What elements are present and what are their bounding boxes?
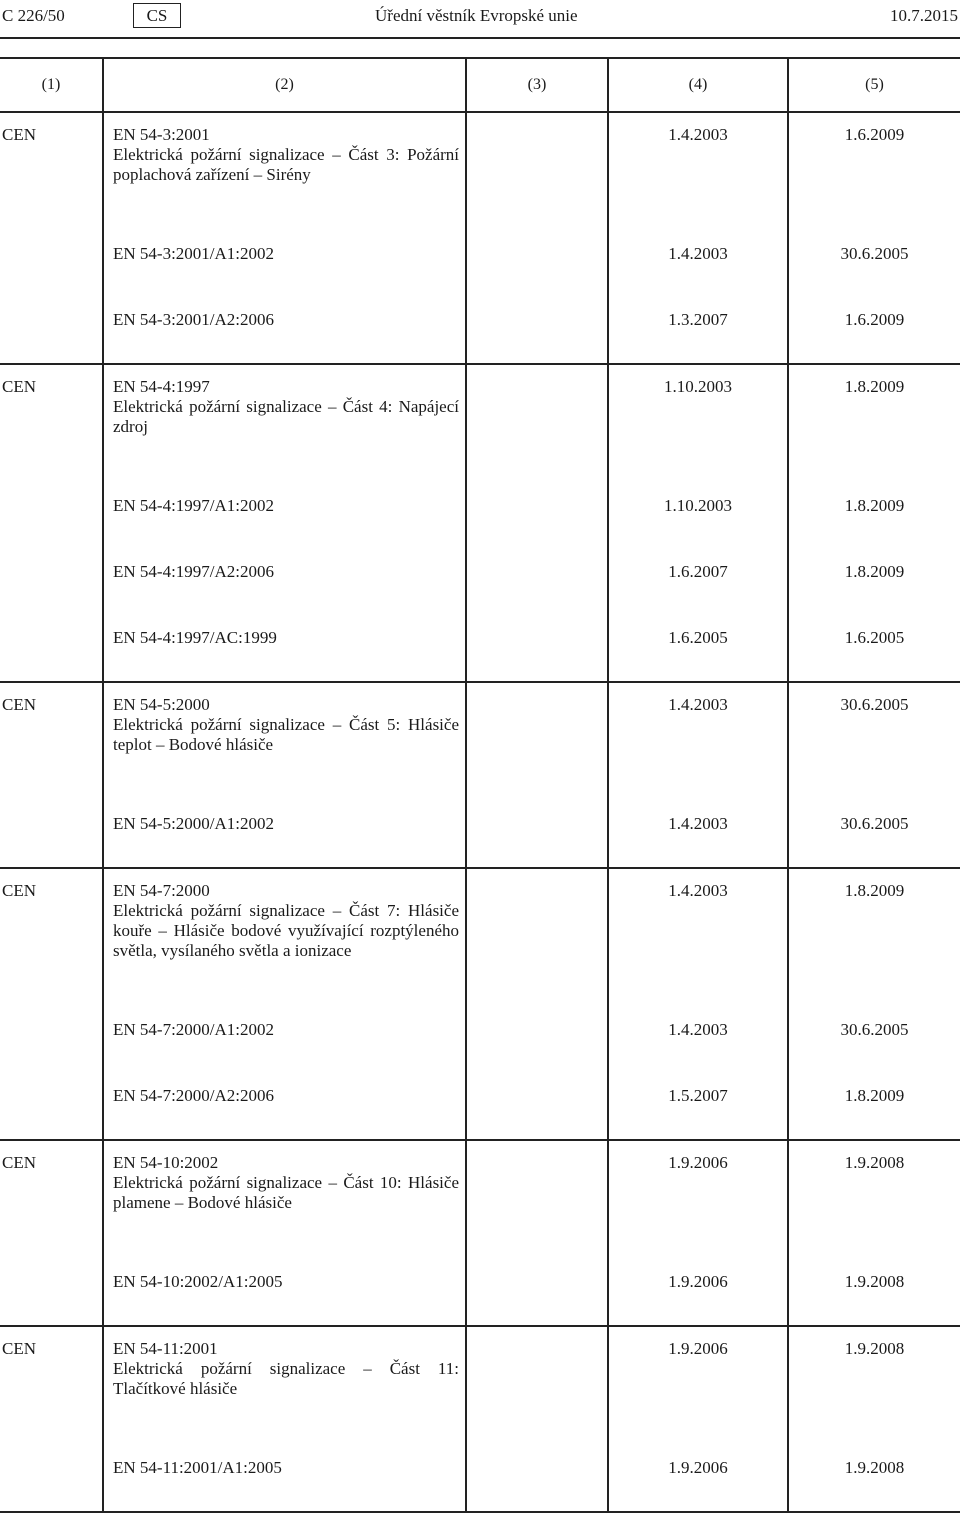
date-cell: 1.9.2008 <box>788 1446 960 1512</box>
standard-cell <box>103 364 466 484</box>
organisation-cell: CEN <box>0 868 103 1008</box>
table-row <box>0 550 960 616</box>
empty-cell <box>466 484 608 550</box>
standard-cell <box>103 232 466 298</box>
date-cell: 1.3.2007 <box>608 298 788 364</box>
date-cell: 1.9.2006 <box>608 1326 788 1446</box>
empty-cell <box>466 1074 608 1140</box>
standard-cell <box>103 1008 466 1074</box>
organisation-cell <box>0 232 103 298</box>
date-cell: 1.4.2003 <box>608 802 788 868</box>
standard-reference: EN 54-3:2001 <box>113 125 210 144</box>
standard-reference: EN 54-4:1997 <box>113 377 210 396</box>
standard-title: Elektrická požární signalizace – Část 5: Hlásiče teplot – Bodové hlásiče <box>113 715 459 754</box>
standard-reference: EN 54-7:2000 <box>113 881 210 900</box>
date-cell: 1.4.2003 <box>608 682 788 802</box>
date-cell: 1.10.2003 <box>608 364 788 484</box>
standard-title: Elektrická požární signalizace – Část 7: Hlásiče kouře – Hlásiče bodové využívající rozptýleného světla, vysílaného světla a ionizace <box>113 901 459 960</box>
standard-cell <box>103 298 466 364</box>
standard-reference: EN 54-11:2001/A1:2005 <box>113 1458 282 1477</box>
table-row <box>0 298 960 364</box>
column-header: (3) <box>466 58 608 112</box>
standard-reference: EN 54-5:2000 <box>113 695 210 714</box>
table-row <box>0 1446 960 1512</box>
header-divider <box>0 37 960 39</box>
organisation-cell: CEN <box>0 1140 103 1260</box>
standard-reference: EN 54-3:2001/A2:2006 <box>113 310 275 329</box>
empty-cell <box>466 682 608 802</box>
date-cell: 1.8.2009 <box>788 484 960 550</box>
date-cell: 30.6.2005 <box>788 232 960 298</box>
standard-reference: EN 54-11:2001 <box>113 1339 218 1358</box>
page-header <box>0 0 960 36</box>
language-badge: CS <box>133 3 181 28</box>
standard-title: Elektrická požární signalizace – Část 11: Tlačítkové hlásiče <box>113 1359 459 1398</box>
empty-cell <box>466 550 608 616</box>
table-row <box>0 232 960 298</box>
organisation-cell: CEN <box>2 125 36 144</box>
organisation-cell <box>0 1074 103 1140</box>
standard-cell <box>103 1074 466 1140</box>
empty-cell <box>466 1008 608 1074</box>
standard-cell <box>103 868 466 1008</box>
empty-cell <box>466 112 608 232</box>
standards-table <box>0 57 960 1513</box>
organisation-cell <box>0 1008 103 1074</box>
table-row <box>0 1140 960 1260</box>
table-row <box>0 1260 960 1326</box>
standard-reference: EN 54-5:2000/A1:2002 <box>113 814 275 833</box>
empty-cell <box>466 1260 608 1326</box>
column-header: (5) <box>788 58 960 112</box>
column-header: (2) <box>103 58 466 112</box>
standard-cell <box>103 1326 466 1446</box>
organisation-cell <box>0 1446 103 1512</box>
empty-cell <box>466 298 608 364</box>
date-cell: 1.4.2003 <box>608 1008 788 1074</box>
organisation-cell: CEN <box>0 364 103 484</box>
standard-cell <box>103 682 466 802</box>
journal-title: Úřední věstník Evropské unie <box>375 6 578 25</box>
standard-title: Elektrická požární signalizace – Část 10: Hlásiče plamene – Bodové hlásiče <box>113 1173 459 1212</box>
date-cell: 30.6.2005 <box>788 1008 960 1074</box>
table-row <box>0 802 960 868</box>
date-cell: 1.8.2009 <box>788 550 960 616</box>
date-cell: 30.6.2005 <box>788 802 960 868</box>
table-body <box>0 112 960 1512</box>
empty-cell <box>466 868 608 1008</box>
standard-reference: EN 54-10:2002/A1:2005 <box>113 1272 283 1291</box>
date-cell: 1.9.2008 <box>788 1260 960 1326</box>
empty-cell <box>466 802 608 868</box>
date-cell: 1.6.2005 <box>788 616 960 682</box>
empty-cell <box>466 364 608 484</box>
organisation-cell <box>0 1260 103 1326</box>
standard-cell <box>103 1260 466 1326</box>
standard-reference: EN 54-10:2002 <box>113 1153 219 1172</box>
empty-cell <box>466 1140 608 1260</box>
organisation-cell <box>0 802 103 868</box>
standard-reference: EN 54-4:1997/A2:2006 <box>113 562 275 581</box>
date-cell: 1.8.2009 <box>788 868 960 1008</box>
organisation-cell <box>0 616 103 682</box>
column-header: (4) <box>608 58 788 112</box>
table-row <box>0 112 960 232</box>
standard-cell <box>103 616 466 682</box>
column-header: (1) <box>0 58 103 112</box>
date-cell: 30.6.2005 <box>788 682 960 802</box>
date-cell: 1.4.2003 <box>608 868 788 1008</box>
standard-title: Elektrická požární signalizace – Část 3: Požární poplachová zařízení – Sirény <box>113 145 459 184</box>
empty-cell <box>466 232 608 298</box>
organisation-cell: CEN <box>0 1326 103 1446</box>
organisation-cell <box>0 550 103 616</box>
empty-cell <box>466 616 608 682</box>
table-row <box>0 484 960 550</box>
date-cell: 1.6.2009 <box>788 298 960 364</box>
table-row <box>0 1326 960 1446</box>
date-cell: 1.6.2009 <box>788 112 960 232</box>
table-row <box>0 364 960 484</box>
date-cell: 1.6.2007 <box>608 550 788 616</box>
standard-title: Elektrická požární signalizace – Část 4: Napájecí zdroj <box>113 397 459 436</box>
standard-cell <box>103 112 466 232</box>
table-row <box>0 1074 960 1140</box>
date-cell: 1.8.2009 <box>788 1074 960 1140</box>
date-cell: 1.4.2003 <box>608 112 788 232</box>
date-cell: 1.6.2005 <box>608 616 788 682</box>
standard-reference: EN 54-7:2000/A1:2002 <box>113 1020 275 1039</box>
organisation-cell <box>0 298 103 364</box>
page-reference: C 226/50 <box>2 6 65 25</box>
standard-reference: EN 54-4:1997/AC:1999 <box>113 628 277 647</box>
date-cell: 1.10.2003 <box>608 484 788 550</box>
date-cell: 1.9.2006 <box>608 1446 788 1512</box>
table-row <box>0 1008 960 1074</box>
standard-reference: EN 54-4:1997/A1:2002 <box>113 496 275 515</box>
date-cell: 1.8.2009 <box>788 364 960 484</box>
table-row <box>0 616 960 682</box>
date-cell: 1.9.2006 <box>608 1140 788 1260</box>
standard-cell <box>103 484 466 550</box>
date-cell: 1.9.2006 <box>608 1260 788 1326</box>
table-row <box>0 868 960 1008</box>
organisation-cell <box>0 484 103 550</box>
organisation-cell: CEN <box>0 682 103 802</box>
table-row <box>0 682 960 802</box>
standard-cell <box>103 1140 466 1260</box>
standard-cell <box>103 1446 466 1512</box>
date-cell: 1.5.2007 <box>608 1074 788 1140</box>
publication-date: 10.7.2015 <box>890 6 958 25</box>
column-header-row <box>0 58 960 112</box>
date-cell: 1.9.2008 <box>788 1140 960 1260</box>
date-cell: 1.4.2003 <box>608 232 788 298</box>
date-cell: 1.9.2008 <box>788 1326 960 1446</box>
standard-cell <box>103 550 466 616</box>
standard-cell <box>103 802 466 868</box>
standard-reference: EN 54-3:2001/A1:2002 <box>113 244 275 263</box>
empty-cell <box>466 1326 608 1446</box>
empty-cell <box>466 1446 608 1512</box>
standard-reference: EN 54-7:2000/A2:2006 <box>113 1086 275 1105</box>
